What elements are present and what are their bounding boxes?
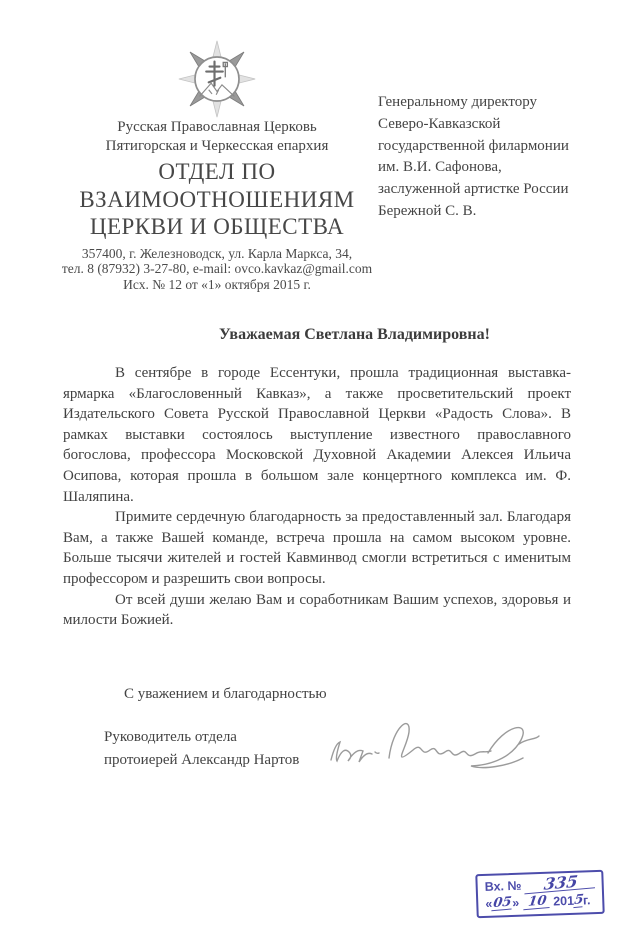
church-name: Русская Православная Церковь [117, 119, 317, 135]
body-paragraph: В сентябре в городе Ессентуки, прошла традиционная выставка-ярмарка «Благословенный Кавказ», а также просветительский проект Издательского Совета Русской Православной Церкви «Радость Слова». В рамках выставки состоялось выступление известного православного богослова, профессора Московской Духовной Академии Алексея Ильича Осипова, которая прошла в большом зале концертного комплекса им. Ф. Шаляпина. [63, 365, 571, 505]
letterhead [60, 40, 374, 292]
body-paragraph: Примите сердечную благодарность за предоставленный зал. Благодаря Вам, а также Вашей команде, встреча прошла на самом высоком уровне. Больше тысячи жителей и гостей Кавминвод смогли встретиться с именитым профессором и разрешить свои вопросы. [63, 509, 571, 587]
phone-email-line: тел. 8 (87932) 3-27-80, e-mail: ovco.kavkaz@gmail.com [61, 260, 373, 276]
recipient-line: заслуженной артистке России [378, 181, 569, 198]
outgoing-ref-line: Исх. № 12 от «1» октября 2015 г. [123, 276, 311, 292]
recipient-line: Северо-Кавказской [378, 115, 501, 132]
postal-address: 357400, г. Железноводск, ул. Карла Маркса, 34, [81, 245, 353, 261]
stamp-year-suffix: г. [582, 893, 591, 908]
stamp-label: Вх. № [484, 878, 522, 894]
stamp-number-handwritten: 335 [524, 872, 597, 894]
eparchy-name: Пятигорская и Черкесская епархия [105, 137, 329, 154]
signer-name: протоиерей Александр Нартов [104, 751, 300, 768]
department-title-line3: ЦЕРКВИ И ОБЩЕСТВА [89, 214, 345, 239]
recipient-line: им. В.И. Сафонова, [378, 159, 502, 176]
stamp-month-handwritten: 10 [523, 894, 551, 910]
incoming-stamp [475, 870, 604, 918]
stamp-date-row [485, 893, 596, 911]
stamp-day-handwritten: 05 [492, 894, 513, 912]
letter-body [63, 363, 571, 631]
stamp-number-row [484, 871, 595, 894]
department-title [60, 158, 374, 241]
handwritten-signature-icon [323, 708, 543, 793]
recipient-block [378, 92, 613, 223]
orthodox-cross-emblem-icon [175, 40, 259, 118]
stamp-year-printed: 201 [552, 893, 575, 909]
signer-title: Руководитель отдела [104, 729, 237, 745]
recipient-line: Генеральному директору [378, 94, 538, 110]
closing-phrase: С уважением и благодарностью [124, 686, 327, 702]
department-title-line1: ОТДЕЛ ПО [158, 159, 276, 184]
salutation: Уважаемая Светлана Владимировна! [219, 326, 490, 343]
stamp-year-digit-handwritten: 5 [573, 892, 585, 909]
letterhead-contacts [60, 246, 374, 293]
body-paragraph: От всей души желаю Вам и соработникам Вашим успехов, здоровья и милости Божией. [63, 591, 571, 629]
stamp-open-quote: « [485, 896, 493, 911]
recipient-line: государственной филармонии [378, 137, 569, 154]
department-title-line2: ВЗАИМООТНОШЕНИЯМ [79, 186, 355, 212]
signature-block [104, 726, 299, 771]
stamp-close-quote: » [512, 895, 520, 910]
recipient-line: Бережной С. В. [378, 202, 477, 219]
